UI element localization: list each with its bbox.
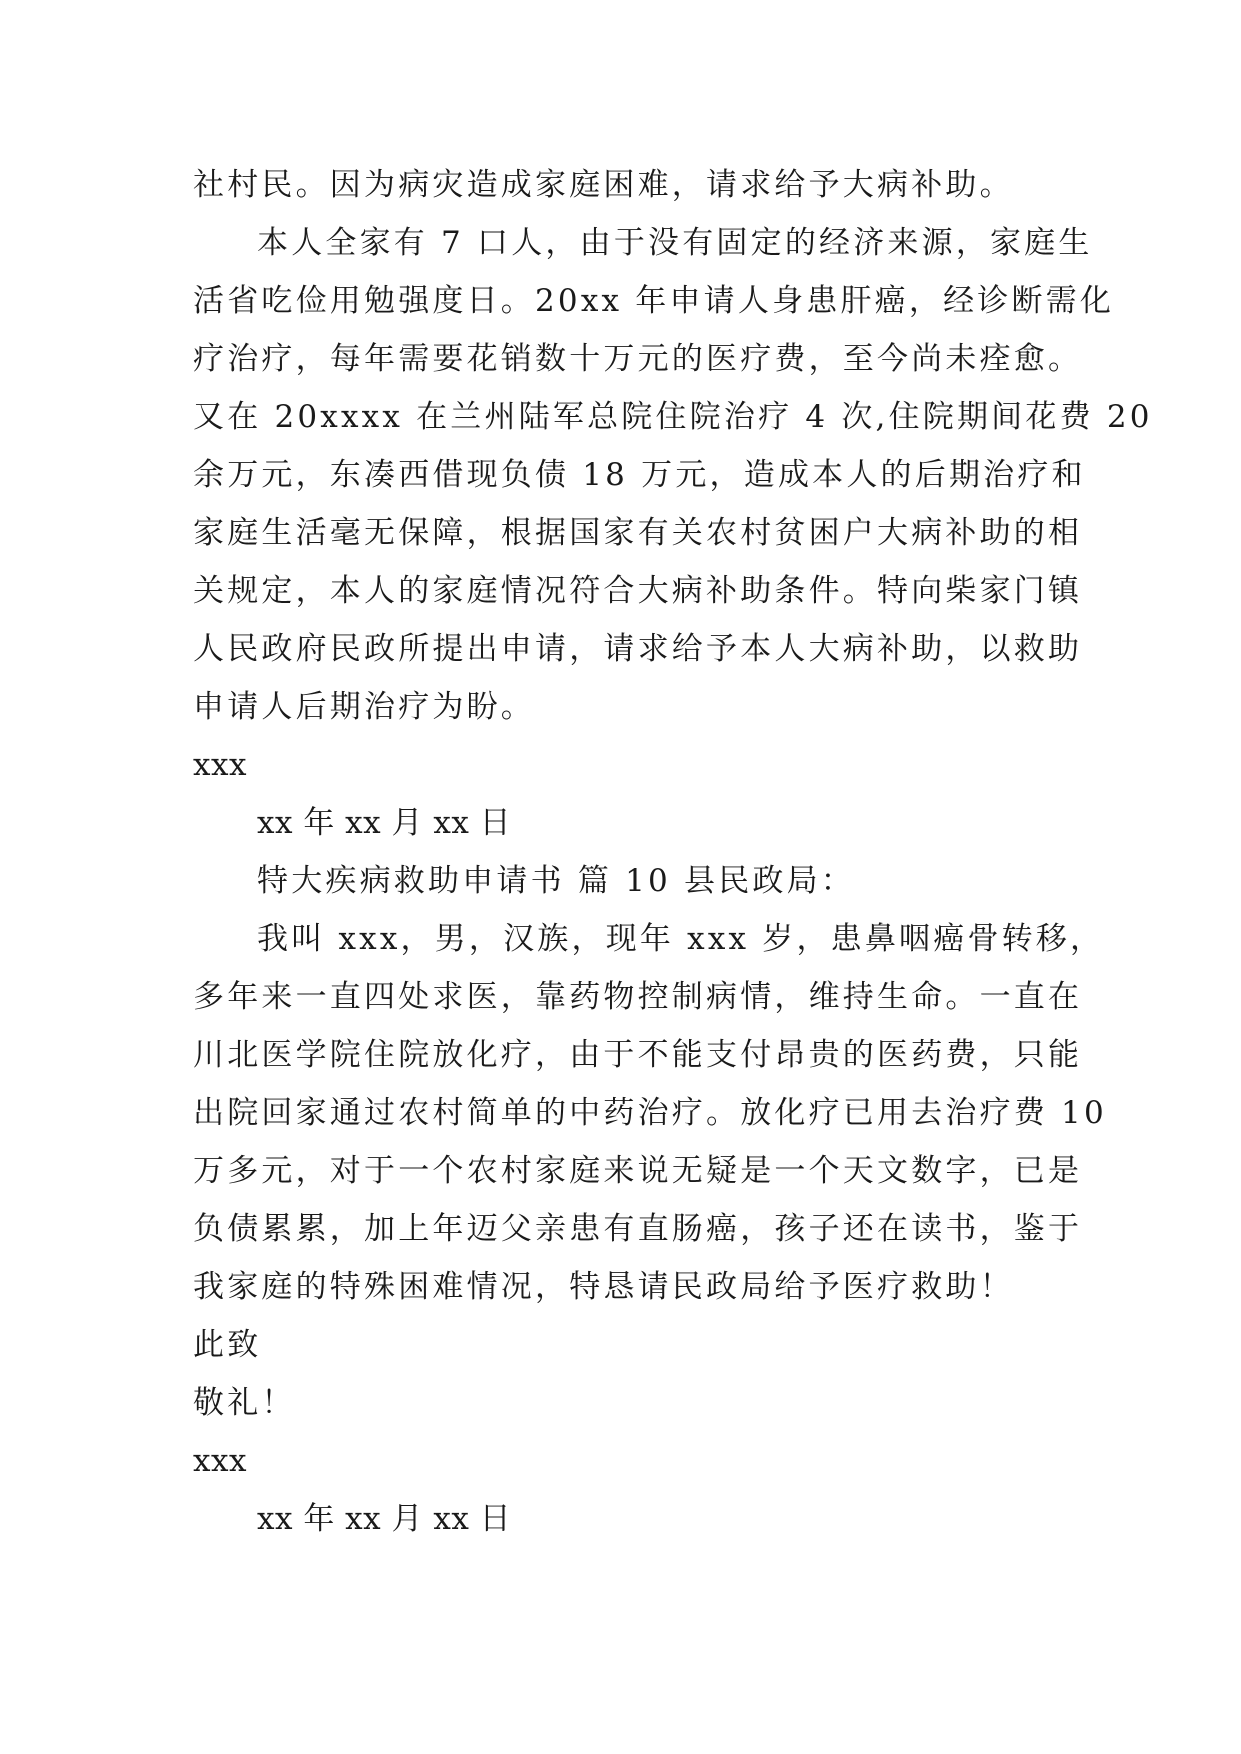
paragraph-line: 又在 20xxxx 在兰州陆军总院住院治疗 4 次,住院期间花费 20 xyxy=(193,399,1153,435)
paragraph-line: 多年来一直四处求医，靠药物控制病情，维持生命。一直在 xyxy=(193,979,1083,1015)
paragraph-line: 活省吃俭用勉强度日。20xx 年申请人身患肝癌，经诊断需化 xyxy=(193,283,1115,319)
paragraph-line: 万多元，对于一个农村家庭来说无疑是一个天文数字，已是 xyxy=(193,1153,1083,1189)
paragraph-line: 川北医学院住院放化疗，由于不能支付昂贵的医药费，只能 xyxy=(193,1037,1083,1073)
paragraph-line: 出院回家通过农村简单的中药治疗。放化疗已用去治疗费 10 xyxy=(193,1095,1107,1131)
paragraph-line: 疗治疗，每年需要花销数十万元的医疗费，至今尚未痊愈。 xyxy=(193,341,1083,377)
signature-date: xx 年 xx 月 xx 日 xyxy=(257,1501,512,1537)
section-heading: 特大疾病救助申请书 篇 10 县民政局： xyxy=(257,863,856,899)
paragraph-line: 我叫 xxx，男，汉族，现年 xxx 岁，患鼻咽癌骨转移， xyxy=(257,921,1105,957)
paragraph-line: 负债累累，加上年迈父亲患有直肠癌，孩子还在读书，鉴于 xyxy=(193,1211,1083,1247)
closing-regards: 敬礼！ xyxy=(193,1385,296,1421)
paragraph-line: 我家庭的特殊困难情况，特恳请民政局给予医疗救助！ xyxy=(193,1269,1014,1305)
paragraph-line: 本人全家有 7 口人，由于没有固定的经济来源，家庭生 xyxy=(257,225,1093,261)
paragraph-line: 家庭生活毫无保障，根据国家有关农村贫困户大病补助的相 xyxy=(193,515,1083,551)
paragraph-line: 关规定，本人的家庭情况符合大病补助条件。特向柴家门镇 xyxy=(193,573,1083,609)
signature-date: xx 年 xx 月 xx 日 xyxy=(257,805,512,841)
paragraph-line: 社村民。因为病灾造成家庭困难，请求给予大病补助。 xyxy=(193,167,1014,203)
paragraph-line: 人民政府民政所提出申请，请求给予本人大病补助，以救助 xyxy=(193,631,1083,667)
signature-name: xxx xyxy=(193,1443,247,1479)
paragraph-line: 余万元，东凑西借现负债 18 万元，造成本人的后期治疗和 xyxy=(193,457,1086,493)
closing-salutation: 此致 xyxy=(193,1327,262,1363)
signature-name: xxx xyxy=(193,747,247,783)
paragraph-line: 申请人后期治疗为盼。 xyxy=(193,689,535,725)
